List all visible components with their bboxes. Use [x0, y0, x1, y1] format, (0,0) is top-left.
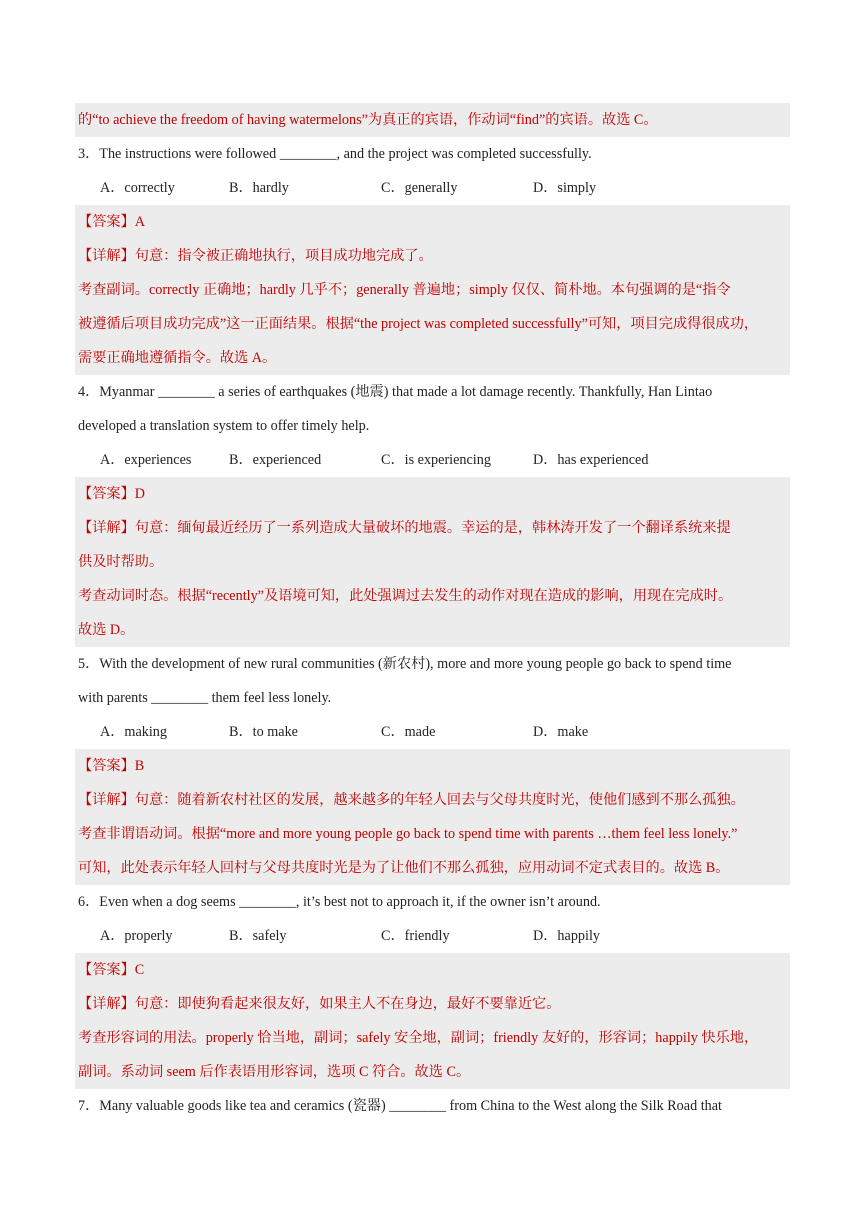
answer-key: 【答案】D	[78, 486, 145, 502]
answer-options	[78, 443, 790, 477]
answer-key: 【答案】B	[78, 758, 145, 774]
explanation-line: 【详解】句意：缅甸最近经历了一系列造成大量破坏的地震。幸运的是，韩林涛开发了一个翻译系统来提	[78, 520, 731, 536]
option-b: B．experienced	[229, 452, 322, 468]
document-content	[78, 103, 790, 1123]
option-a: A．making	[100, 724, 167, 740]
question-3	[78, 137, 790, 375]
question-stem: 5．With the development of new rural communities (新农村), more and more young people go back to spend time	[78, 656, 732, 672]
explanation-line: 【详解】句意：指令被正确地执行，项目成功地完成了。	[78, 248, 433, 264]
option-c: C．is experiencing	[381, 452, 491, 468]
explanation-line: 考查副词。correctly 正确地；hardly 几乎不；generally 普遍地；simply 仅仅、简朴地。本句强调的是“指令	[78, 282, 731, 298]
question-5	[78, 647, 790, 885]
answer-block	[75, 749, 790, 885]
answer-key: 【答案】C	[78, 962, 145, 978]
explanation-line: 可知，此处表示年轻人回村与父母共度时光是为了让他们不那么孤独，应用动词不定式表目的。故选 B。	[78, 860, 730, 876]
answer-options	[78, 919, 790, 953]
option-c: C．friendly	[381, 928, 450, 944]
answer-block	[75, 953, 790, 1089]
option-d: D．has experienced	[533, 452, 649, 468]
option-a: A．correctly	[100, 180, 175, 196]
explanation-line: 副词。系动词 seem 后作表语用形容词，选项 C 符合。故选 C。	[78, 1064, 471, 1080]
question-stem: 6．Even when a dog seems ________, it’s best not to approach it, if the owner isn’t around.	[78, 894, 601, 910]
answer-key: 【答案】A	[78, 214, 145, 230]
answer-block	[75, 205, 790, 375]
question-stem: developed a translation system to offer timely help.	[78, 418, 370, 434]
explanation-line: 供及时帮助。	[78, 554, 164, 570]
question-4	[78, 375, 790, 647]
explanation-line: 故选 D。	[78, 622, 135, 638]
answer-options	[78, 171, 790, 205]
explanation-line: 考查非谓语动词。根据“more and more young people go back to spend time with parents …them feel less lonely.”	[78, 826, 738, 842]
option-d: D．happily	[533, 928, 600, 944]
explanation-continuation: 的“to achieve the freedom of having watermelons”为真正的宾语，作动词“find”的宾语。故选 C。	[75, 103, 790, 137]
option-c: C．generally	[381, 180, 458, 196]
explanation-line: 需要正确地遵循指令。故选 A。	[78, 350, 277, 366]
option-a: A．properly	[100, 928, 173, 944]
question-stem: 3．The instructions were followed ________, and the project was completed successfully.	[78, 146, 592, 162]
option-d: D．make	[533, 724, 589, 740]
question-stem: 4．Myanmar ________ a series of earthquakes (地震) that made a lot damage recently. Thankfully, Han Lintao	[78, 384, 713, 400]
question-6	[78, 885, 790, 1089]
question-stem: with parents ________ them feel less lonely.	[78, 690, 332, 706]
option-d: D．simply	[533, 180, 597, 196]
explanation-line: 被遵循后项目成功完成”这一正面结果。根据“the project was completed successfully”可知，项目完成得很成功，	[78, 316, 759, 332]
answer-options	[78, 715, 790, 749]
explanation-line: 【详解】句意：随着新农村社区的发展，越来越多的年轻人回去与父母共度时光，使他们感到不那么孤独。	[78, 792, 745, 808]
option-b: B．safely	[229, 928, 287, 944]
explanation-line: 考查动词时态。根据“recently”及语境可知，此处强调过去发生的动作对现在造成的影响，用现在完成时。	[78, 588, 733, 604]
question-stem: 7．Many valuable goods like tea and ceramics (瓷器) ________ from China to the West along the Silk Road that	[78, 1098, 722, 1114]
explanation-line: 【详解】句意：即使狗看起来很友好，如果主人不在身边，最好不要靠近它。	[78, 996, 561, 1012]
option-c: C．made	[381, 724, 436, 740]
answer-block	[75, 477, 790, 647]
option-b: B．hardly	[229, 180, 289, 196]
option-a: A．experiences	[100, 452, 192, 468]
explanation-line: 考查形容词的用法。properly 恰当地，副词；safely 安全地，副词；friendly 友好的，形容词；happily 快乐地，	[78, 1030, 759, 1046]
question-7	[78, 1089, 790, 1123]
option-b: B．to make	[229, 724, 298, 740]
